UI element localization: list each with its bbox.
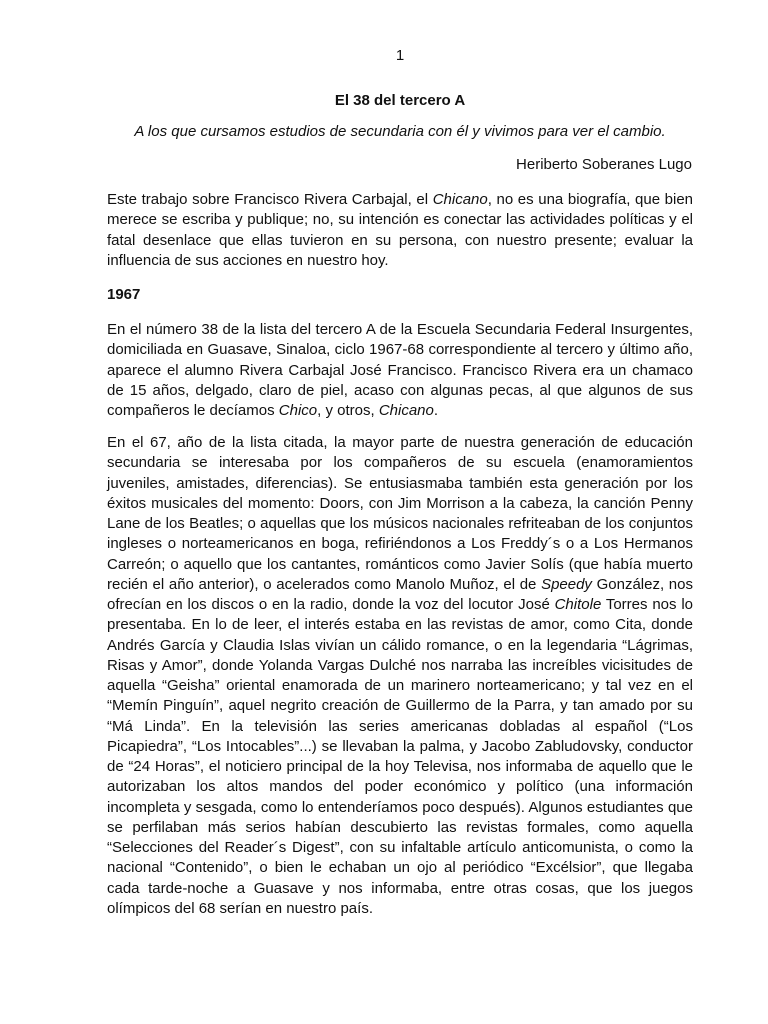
dedication: A los que cursamos estudios de secundaria con él y vivimos para ver el cambio.: [134, 123, 666, 140]
document-title: El 38 del tercero A: [334, 92, 466, 109]
p3-text-3: Torres nos lo presentaba. En lo de leer, el interés estaba en las revistas de amor, como Cita, donde Andrés García y Claudia Islas vivían un cálido romance, o en la legendaria “Lágrimas, Risas y Amor”, donde Yolanda Vargas Dulché nos narraba las increíbles vicisitudes de aquella “Geisha” oriental enamorada de un marinero norteamericano; y tal vez en el “Memín Pinguín”, aquel negrito creación de Guillermo de la Parra, y tan amado por su “Má Linda”. En la televisión las series americanas dobladas al español (“Los Picapiedra”, “Los Intocables”...) se llevaban la palma, y Jacobo Zabludovsky, conductor de “24 Horas”, el noticiero principal de la hoy Televisa, nos informaba de aquello que le autorizaban los altos mandos del poder económico y político (una información incompleta y sesgada, como lo entenderíamos poco después). Algunos estudiantes que se perfilaban más serios habían descubierto las revistas formales, como aquella “Selecciones del Reader´s Digest”, con su infaltable artículo anticomunista, o como la nacional “Contenido”, o bien le echaban un ojo al periódico “Excélsior”, que llegaba cada tarde-noche a Guasave y nos informaba, entre otras cosas, que los juegos olímpicos del 68 serían en nuestro país.: [107, 596, 693, 917]
section-heading-year: 1967: [107, 286, 141, 303]
paragraph-generation: [107, 433, 693, 919]
p2-text-1: En el número 38 de la lista del tercero A de la Escuela Secundaria Federal Insurgentes, domiciliada en Guasave, Sinaloa, ciclo 1967-68 correspondiente al tercero y último año, aparece el alumno Rivera Carbajal José Francisco. Francisco Rivera era un chamaco de 15 años, delgado, claro de piel, acaso con algunas pecas, al que algunos de sus compañeros le decíamos: [107, 321, 693, 420]
p3-text-2: González, nos ofrecían en los discos o en la radio, donde la voz del locutor José: [107, 575, 693, 613]
author-name: Heriberto Soberanes Lugo: [516, 156, 692, 173]
intro-paragraph: [107, 190, 693, 271]
p3-italic-speedy: Speedy: [541, 575, 592, 593]
p2-text-2: , y otros,: [317, 402, 379, 420]
paragraph-student: [107, 320, 693, 421]
p2-italic-chico: Chico: [278, 402, 318, 420]
p3-italic-chitole: Chitole: [554, 596, 602, 613]
intro-text-1: Este trabajo sobre Francisco Rivera Carbajal, el: [107, 191, 433, 208]
intro-text-2: , no es una biografía, que bien merece se escriba y publique; no, su intención es conectar las actividades políticas y el fatal desenlace que ellas tuvieron en su persona, con nuestro presente; evaluar la influencia de sus acciones en nuestro hoy.: [107, 191, 693, 269]
page-number: 1: [395, 47, 405, 64]
p3-text-1: En el 67, año de la lista citada, la mayor parte de nuestra generación de educación secundaria se interesaba por los compañeros de su escuela (enamoramientos juveniles, amistades, diferencias). Se entusiasmaba también esta generación por los éxitos musicales del momento: Doors, con Jim Morrison a la cabeza, la canción Penny Lane de los Beatles; o aquellas que los músicos nacionales refriteaban de los conjuntos ingleses o norteamericanos en boga, refiriéndonos a Los Freddy´s o a Los Hermanos Carreón; o aquello que los cantantes, románticos como Javier Solís (que había muerto recién el año anterior), o acelerados como Manolo Muñoz, el de: [107, 434, 693, 593]
p2-text-3: .: [433, 402, 439, 420]
p2-italic-chicano: Chicano: [378, 402, 434, 420]
intro-italic-chicano: Chicano: [432, 191, 488, 208]
